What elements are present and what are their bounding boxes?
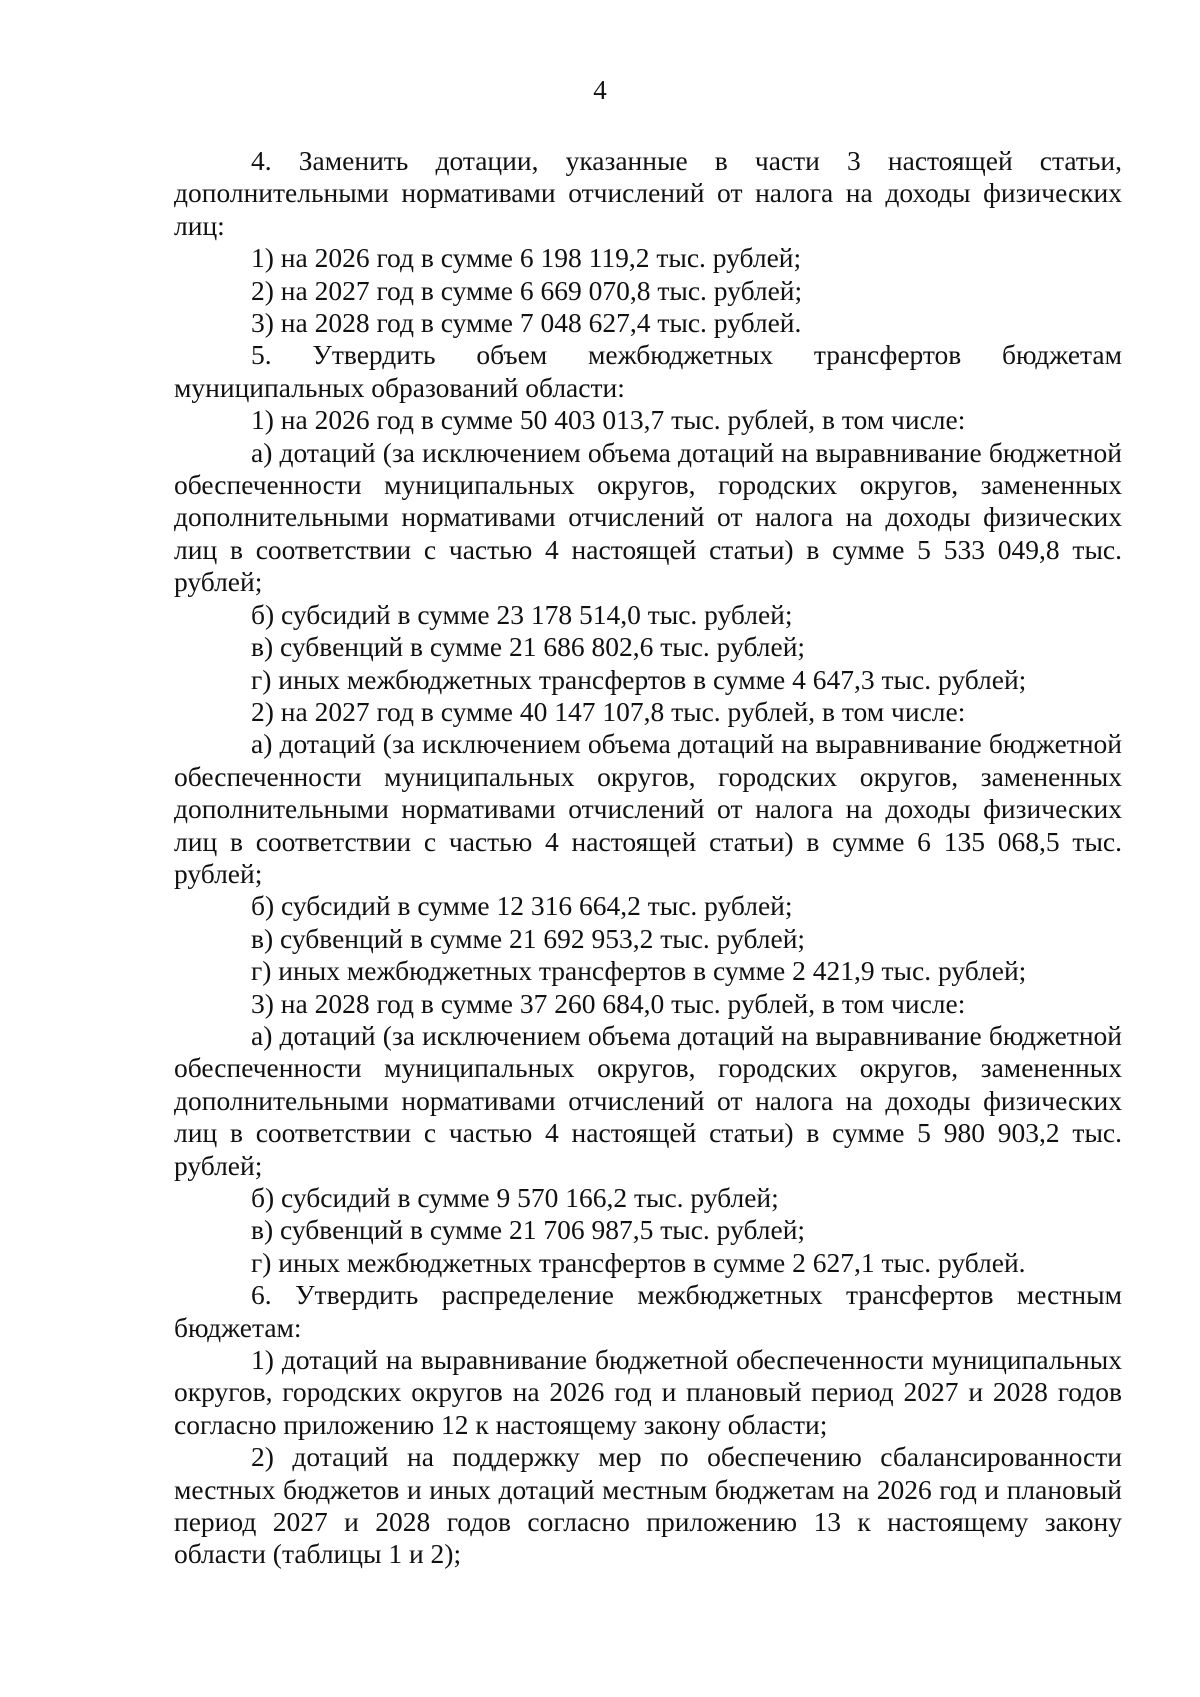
paragraph-item-5-2-a: а) дотаций (за исключением объема дотаций на выравнивание бюджетной обеспеченности муниципальных округов, городских округов, замененных дополнительными нормативами отчислений от налога на доходы физических лиц в соответствии с частью 4 настоящей статьи) в сумме 6 135 068,5 тыс. рублей; [174, 728, 1122, 889]
paragraph-item-4: 4. Заменить дотации, указанные в части 3 настоящей статьи, дополнительными нормативами отчислений от налога на доходы физических лиц: [174, 145, 1122, 241]
page-number: 4 [593, 75, 607, 105]
paragraph-item-5-1-g: г) иных межбюджетных трансфертов в сумме 4 647,3 тыс. рублей; [251, 663, 1027, 695]
paragraph-item-5-3-a: а) дотаций (за исключением объема дотаций на выравнивание бюджетной обеспеченности муниципальных округов, городских округов, замененных дополнительными нормативами отчислений от налога на доходы физических лиц в соответствии с частью 4 настоящей статьи) в сумме 5 980 903,2 тыс. рублей; [174, 1019, 1122, 1181]
paragraph-item-5-3-b: б) субсидий в сумме 9 570 166,2 тыс. рублей; [251, 1182, 779, 1213]
paragraph-item-4-2: 2) на 2027 год в сумме 6 669 070,8 тыс. рублей; [251, 274, 803, 306]
paragraph-item-5-3-g: г) иных межбюджетных трансфертов в сумме 2 627,1 тыс. рублей. [251, 1246, 1026, 1278]
paragraph-item-5-2-v: в) субвенций в сумме 21 692 953,2 тыс. рублей; [251, 922, 806, 954]
paragraph-item-5-1-b: б) субсидий в сумме 23 178 514,0 тыс. рублей; [251, 598, 793, 630]
paragraph-item-4-3: 3) на 2028 год в сумме 7 048 627,4 тыс. рублей. [251, 307, 802, 339]
paragraph-item-5-1-v: в) субвенций в сумме 21 686 802,6 тыс. рублей; [251, 631, 806, 663]
paragraph-item-5-2: 2) на 2027 год в сумме 40 147 107,8 тыс. рублей, в том числе: [251, 695, 966, 727]
paragraph-item-6-1: 1) дотаций на выравнивание бюджетной обеспеченности муниципальных округов, городских округов на 2026 год и плановый период 2027 и 2028 годов согласно приложению 12 к настоящему закону области; [174, 1344, 1122, 1440]
paragraph-item-6-2: 2) дотаций на поддержку мер по обеспечению сбалансированности местных бюджетов и иных дотаций местным бюджетам на 2026 год и плановый период 2027 и 2028 годов согласно приложению 13 к настоящему закону области (таблицы 1 и 2); [174, 1441, 1122, 1570]
paragraph-item-4-1: 1) на 2026 год в сумме 6 198 119,2 тыс. рублей; [251, 242, 802, 274]
paragraph-item-5-3-v: в) субвенций в сумме 21 706 987,5 тыс. рублей; [251, 1214, 806, 1246]
paragraph-item-6: 6. Утвердить распределение межбюджетных трансфертов местным бюджетам: [174, 1279, 1122, 1343]
paragraph-item-5-3: 3) на 2028 год в сумме 37 260 684,0 тыс. рублей, в том числе: [251, 987, 966, 1019]
document-body [174, 145, 1122, 1571]
paragraph-item-5-1-a: а) дотаций (за исключением объема дотаций на выравнивание бюджетной обеспеченности муниципальных округов, городских округов, замененных дополнительными нормативами отчислений от налога на доходы физических лиц в соответствии с частью 4 настоящей статьи) в сумме 5 533 049,8 тыс. рублей; [174, 436, 1122, 598]
paragraph-item-5-2-b: б) субсидий в сумме 12 316 664,2 тыс. рублей; [251, 890, 793, 922]
paragraph-item-5-2-g: г) иных межбюджетных трансфертов в сумме 2 421,9 тыс. рублей; [251, 955, 1027, 987]
paragraph-item-5: 5. Утвердить объем межбюджетных трансфертов бюджетам муниципальных образований области: [174, 339, 1122, 403]
paragraph-item-5-1: 1) на 2026 год в сумме 50 403 013,7 тыс. рублей, в том числе: [251, 404, 966, 436]
